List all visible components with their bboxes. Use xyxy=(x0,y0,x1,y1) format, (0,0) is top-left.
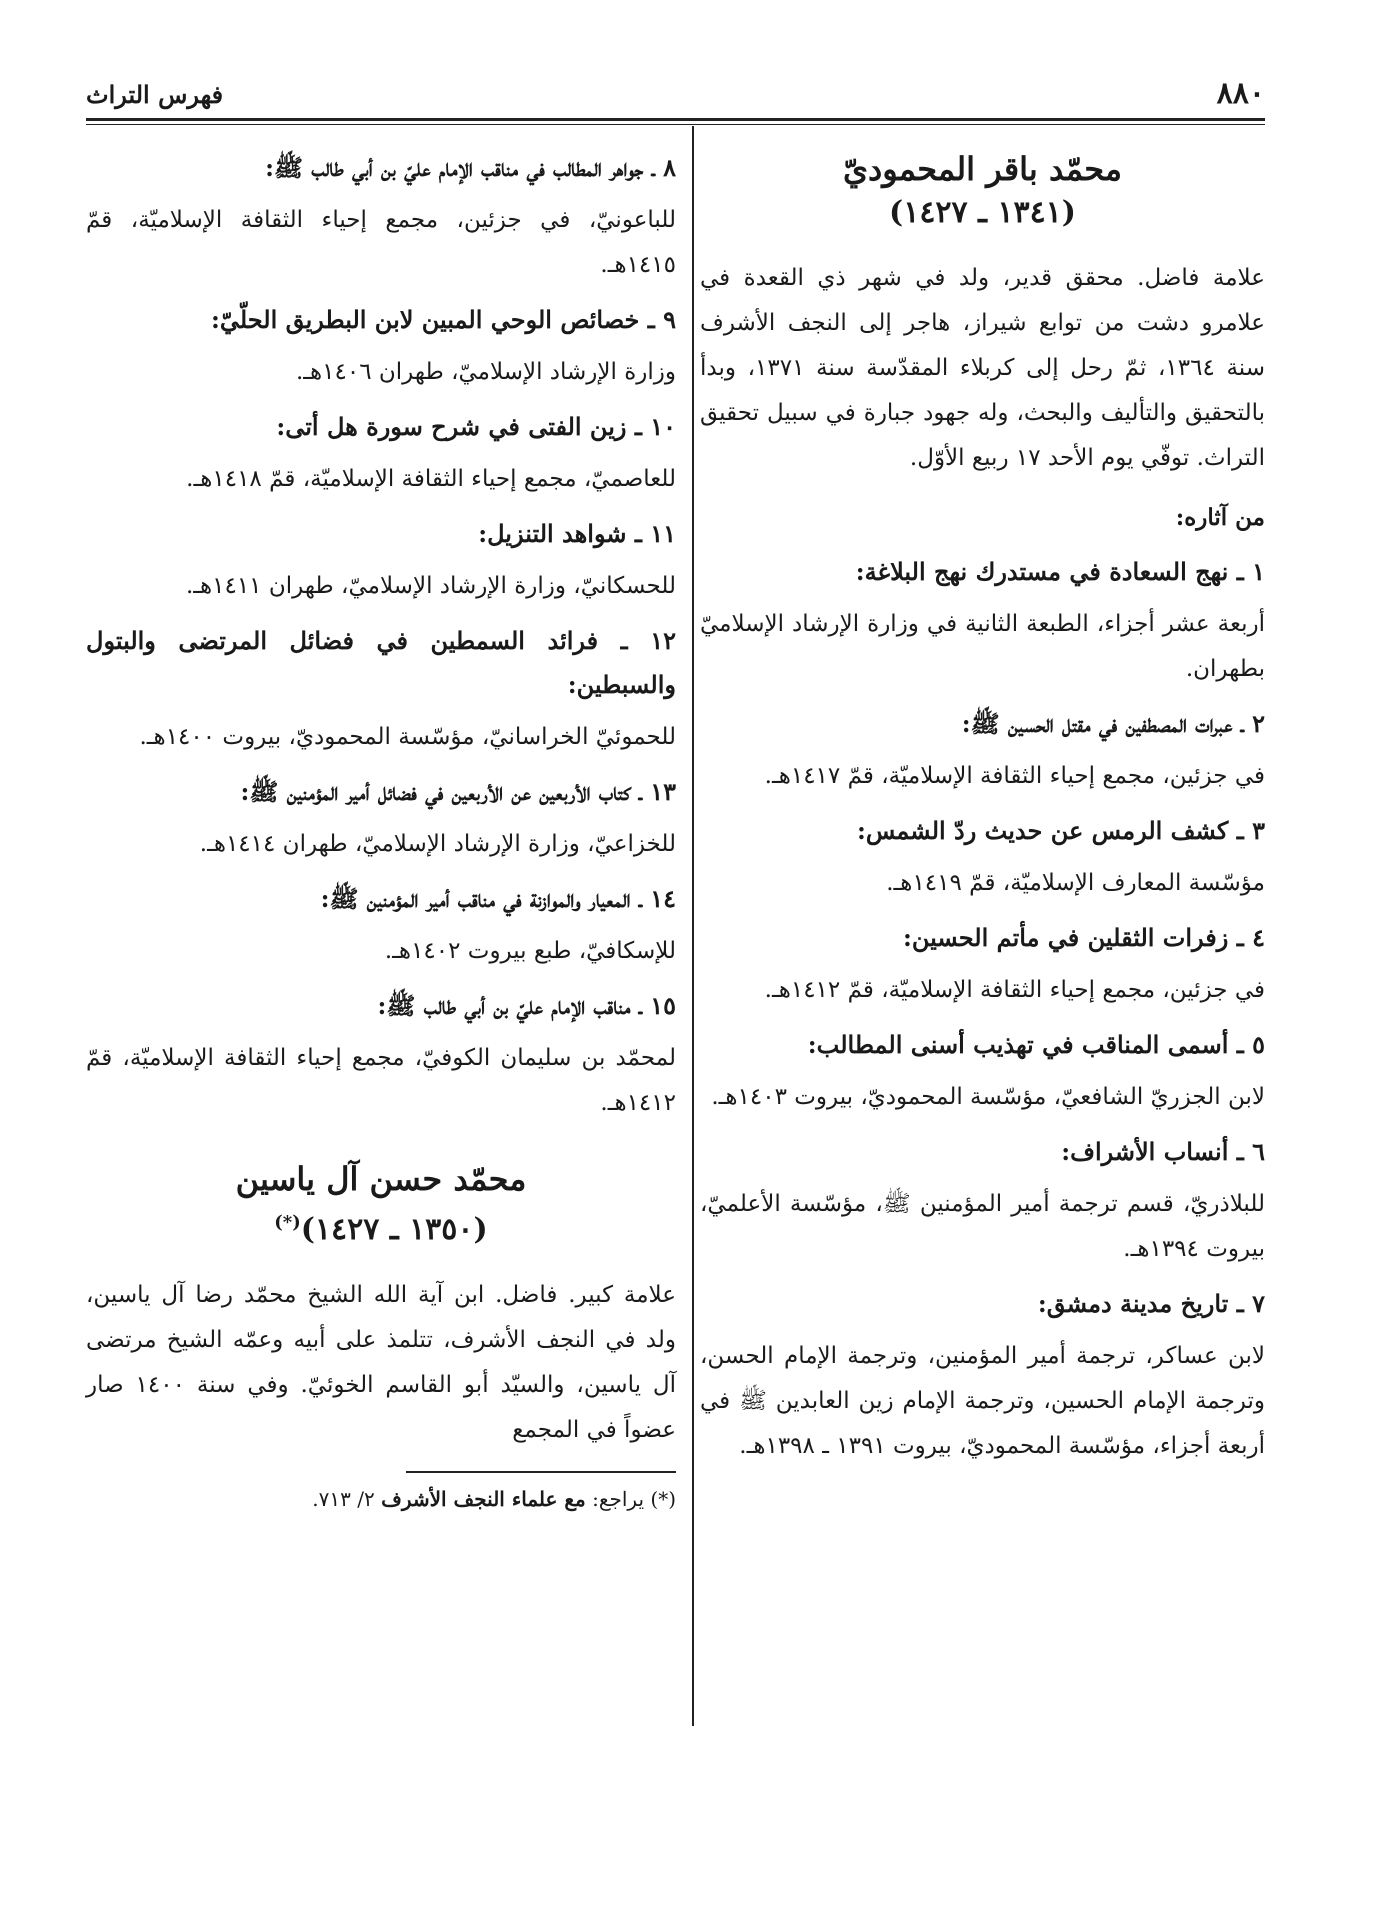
work-desc: في جزئين، مجمع إحياء الثقافة الإسلاميّة، قمّ ١٤١٧هـ. xyxy=(764,763,1265,789)
work-title: ١٤ ـ المعيار والموازنة في مناقب أمير المؤمنين ﷺ: xyxy=(320,884,676,913)
work-title: ١٥ ـ مناقب الإمام عليّ بن أبي طالب ﷺ: xyxy=(377,991,676,1020)
footnote-pages: ٢/ ٧١٣. xyxy=(312,1487,375,1511)
footnote-prefix: يراجع: xyxy=(592,1487,645,1511)
work-desc: في جزئين، مجمع إحياء الثقافة الإسلاميّة، قمّ ١٤١٢هـ. xyxy=(764,977,1265,1003)
work-title: ١٣ ـ كتاب الأربعين عن الأربعين في فضائل أمير المؤمنين ﷺ: xyxy=(240,777,676,806)
footnote-ref: مع علماء النجف الأشرف xyxy=(381,1487,586,1511)
page-number: ٨٨٠ xyxy=(1216,76,1265,111)
works-label: من آثاره: xyxy=(1175,504,1265,531)
work-title: ٧ ـ تاريخ مدينة دمشق: xyxy=(1037,1289,1265,1318)
footnote-rule xyxy=(406,1471,676,1473)
bio-text: علامة كبير. فاضل. ابن آية الله الشيخ محمّد رضا آل ياسين، ولد في النجف الأشرف، تتلمذ على أبيه وعمّه الشيخ مرتضى آل ياسين، والسيّد أبو القاسم الخوئيّ. وفي سنة ١٤٠٠ صار عضواً في المجمع xyxy=(86,1282,676,1443)
work-title: ١١ ـ شواهد التنزيل: xyxy=(478,519,676,548)
work-title: ٨ ـ جواهر المطالب في مناقب الإمام عليّ بن أبي طالب ﷺ: xyxy=(265,153,676,182)
bio-text: علامة فاضل. محقق قدير، ولد في شهر ذي القعدة في علامرو دشت من توابع شيراز، هاجر إلى النجف الأشرف سنة ١٣٦٤، ثمّ رحل إلى كربلاء المقدّسة سنة ١٣٧١، وبدأ بالتحقيق والتأليف والبحث، وله جهود جبارة في سبيل تحقيق التراث. توفّي يوم الأحد ١٧ ربيع الأوّل. xyxy=(700,265,1265,471)
header-rule-thin xyxy=(86,124,1265,125)
work-desc: للبلاذريّ، قسم ترجمة أمير المؤمنين ﷺ، مؤسّسة الأعلميّ، بيروت ١٣٩٤هـ. xyxy=(700,1191,1265,1262)
work-desc: لابن الجزريّ الشافعيّ، مؤسّسة المحموديّ، بيروت ١٤٠٣هـ. xyxy=(711,1084,1265,1110)
work-desc: لابن عساكر، ترجمة أمير المؤمنين، وترجمة الإمام الحسن، وترجمة الإمام الحسين، وترجمة الإمام زين العابدين ﷺ في أربعة أجزاء، مؤسّسة المحموديّ، بيروت ١٣٩١ ـ ١٣٩٨هـ. xyxy=(700,1343,1265,1459)
work-desc: لمحمّد بن سليمان الكوفيّ، مجمع إحياء الثقافة الإسلاميّة، قمّ ١٤١٢هـ. xyxy=(86,1045,676,1116)
footnote xyxy=(86,1481,676,1517)
work-title: ٥ ـ أسمى المناقب في تهذيب أسنى المطالب: xyxy=(807,1030,1265,1059)
work-desc: للحموئيّ الخراسانيّ، مؤسّسة المحموديّ، بيروت ١٤٠٠هـ. xyxy=(139,724,676,750)
column-divider xyxy=(692,126,694,1726)
work-title: ٦ ـ أنساب الأشراف: xyxy=(1061,1137,1265,1166)
bio-years: (١٣٤١ ـ ١٤٢٧) xyxy=(889,195,1076,230)
bio-name: محمّد باقر المحموديّ xyxy=(842,150,1123,188)
bio-years-text: (١٣٥٠ ـ ١٤٢٧) xyxy=(300,1212,488,1247)
work-desc: للخزاعيّ، وزارة الإرشاد الإسلاميّ، طهران ١٤١٤هـ. xyxy=(199,831,676,857)
work-desc: للباعونيّ، في جزئين، مجمع إحياء الثقافة الإسلاميّة، قمّ ١٤١٥هـ. xyxy=(86,207,676,278)
work-title: ١٢ ـ فرائد السمطين في فضائل المرتضى والبتول والسبطين: xyxy=(86,626,676,699)
running-title: فهرس التراث xyxy=(86,80,224,109)
work-desc: للحسكانيّ، وزارة الإرشاد الإسلاميّ، طهران ١٤١١هـ. xyxy=(185,573,676,599)
work-title: ١٠ ـ زين الفتى في شرح سورة هل أتى: xyxy=(276,412,676,441)
work-title: ٢ ـ عبرات المصطفين في مقتل الحسين ﷺ: xyxy=(961,709,1265,738)
bio-years xyxy=(86,1202,676,1251)
right-column xyxy=(700,138,1265,1479)
work-title: ٣ ـ كشف الرمس عن حديث ردّ الشمس: xyxy=(856,816,1265,845)
work-desc: للعاصميّ، مجمع إحياء الثقافة الإسلاميّة، قمّ ١٤١٨هـ. xyxy=(186,466,676,492)
work-title: ٩ ـ خصائص الوحي المبين لابن البطريق الحلّيّ: xyxy=(210,305,676,334)
work-desc: أربعة عشر أجزاء، الطبعة الثانية في وزارة الإرشاد الإسلاميّ بطهران. xyxy=(700,611,1265,682)
work-desc: للإسكافيّ، طبع بيروت ١٤٠٢هـ. xyxy=(384,938,676,964)
work-desc: مؤسّسة المعارف الإسلاميّة، قمّ ١٤١٩هـ. xyxy=(886,870,1265,896)
footnote-marker: (*) xyxy=(274,1212,301,1233)
work-desc: وزارة الإرشاد الإسلاميّ، طهران ١٤٠٦هـ. xyxy=(295,359,676,385)
work-title: ١ ـ نهج السعادة في مستدرك نهج البلاغة: xyxy=(855,557,1265,586)
footnote-mark: (*) xyxy=(650,1487,676,1511)
header-rule xyxy=(86,118,1265,121)
left-column xyxy=(86,138,676,1517)
work-title: ٤ ـ زفرات الثقلين في مأتم الحسين: xyxy=(903,923,1265,952)
bio-name: محمّد حسن آل ياسين xyxy=(235,1160,527,1198)
